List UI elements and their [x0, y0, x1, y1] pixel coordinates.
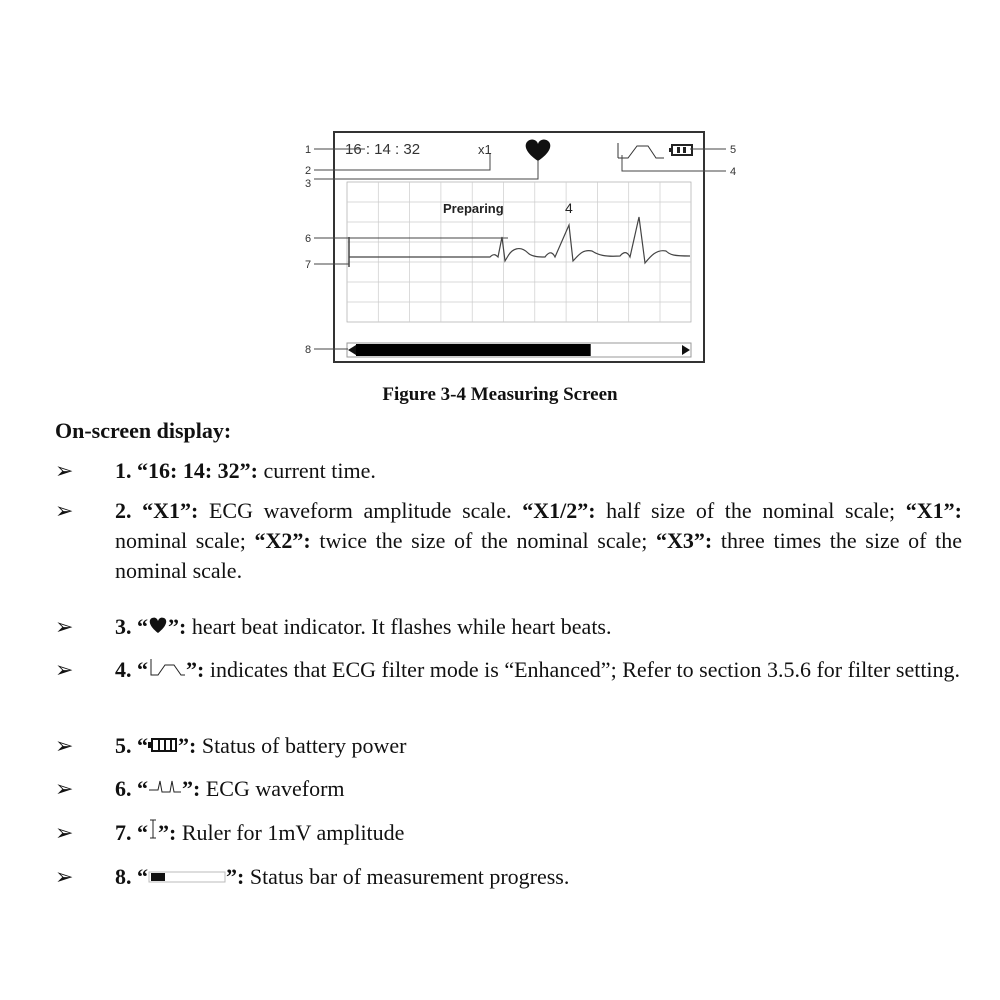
heart-icon — [526, 140, 551, 161]
section-heading: On-screen display: — [55, 418, 232, 443]
callout-2: 2 — [305, 165, 312, 177]
progress-bar-icon — [148, 870, 226, 884]
time-readout: 16 : 14 : 32 — [345, 141, 421, 158]
battery-icon — [148, 737, 178, 753]
ecg-waveform-icon — [148, 778, 182, 796]
ecg-waveform — [349, 217, 690, 263]
heart-icon — [148, 616, 168, 634]
list-item: ➢ 6. “ ”: ECG waveform — [55, 776, 345, 801]
callout-6: 6 — [305, 233, 312, 245]
battery-icon — [669, 145, 692, 155]
list-item: ➢ 5. “ ”: Status of battery power — [55, 733, 407, 758]
list-item: ➢ 2. “X1”: ECG waveform amplitude scale. “X1/2”: half size of the nominal scale; “X1”: nominal scale; “X2”: twice the size of the nominal scale; “X3”: three times the size of the nominal scale. — [55, 498, 962, 583]
list-item: ➢ 3. “ ”: heart beat indicator. It flashes while heart beats. — [55, 614, 612, 639]
list-item: ➢ 8. “ ”: Status bar of measurement progress. — [55, 864, 570, 889]
ruler-icon — [148, 818, 158, 840]
filter-icon — [618, 143, 664, 158]
ecg-grid — [347, 182, 691, 322]
preparing-status: Preparing — [443, 201, 504, 216]
callout-5: 5 — [730, 144, 737, 156]
callout-4: 4 — [730, 166, 737, 178]
filter-icon — [148, 657, 186, 677]
callout-3: 3 — [305, 178, 312, 190]
countdown: 4 — [565, 200, 573, 216]
device-screen-border — [334, 132, 704, 362]
callout-1: 1 — [305, 144, 312, 156]
callout-8: 8 — [305, 344, 312, 356]
list-item: ➢ 4. “ ”: indicates that ECG filter mode is “Enhanced”; Refer to section 3.5.6 for filter setting. — [55, 657, 961, 682]
callout-7: 7 — [305, 259, 312, 271]
list-item: ➢ 1. “16: 14: 32”: current time. — [55, 458, 376, 483]
list-item: ➢ 7. “ ”: Ruler for 1mV amplitude — [55, 820, 405, 845]
figure-caption: Figure 3-4 Measuring Screen — [382, 384, 618, 405]
measuring-screen-figure — [290, 125, 760, 370]
scale-readout: x1 — [478, 142, 492, 157]
progress-bar — [347, 343, 691, 357]
